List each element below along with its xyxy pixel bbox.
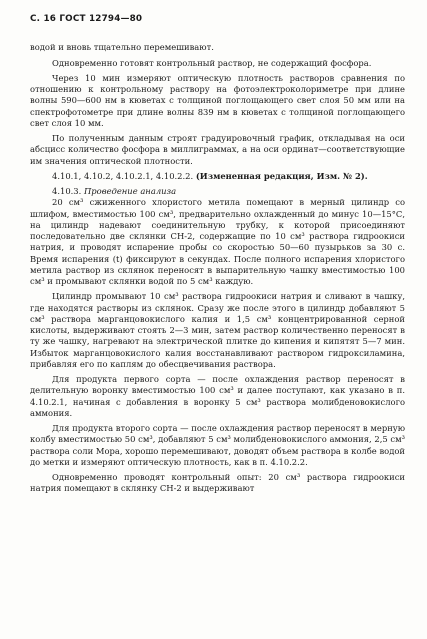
paragraph-3: Через 10 мин измеряют оптическую плотность растворов сравнения по отношению к контрольному раствору на фотоэлектроколориметре при длине волны 590—600 нм в кюветах с толщиной поглощающего свет слоя 50 мм или на спектрофотометре при длине волны 839 нм в кюветах с толщиной поглощающего свет слоя 10 мм.	[30, 72, 405, 128]
paragraph-6: 20 см³ сжиженного хлористого метила помещают в мерный цилиндр со шлифом, вместимостью 100 см³, предварительно охлажденный до минус 10—15°С, на цилиндр надевают соединительную трубку, к которой присоединяют последовательно две склянки СН-2, содержащие по 10 см³ раствора гидроокиси натрия, и проводят испарение пробы со скоростью 50—60 пузырьков за 30 с. Время испарения (t) фиксируют в секундах. После полного испарения хлористого метила раствор из склянок переносят в выпарительную чашку вместимостью 100 см³ и промывают склянки водой по 5 см³ каждую.	[30, 197, 405, 286]
section-references: 4.10.1, 4.10.2, 4.10.2.1, 4.10.2.2.	[52, 170, 194, 181]
paragraph-8: Для продукта первого сорта — после охлаждения раствор переносят в делительную воронку вместимостью 100 см³ и далее поступают, как указано в п. 4.10.2.1, начиная с добавления в воронку 5 см³ раствора молибденовокислого аммония.	[30, 374, 405, 418]
paragraph-9: Для продукта второго сорта — после охлаждения раствор переносят в мерную колбу вместимостью 50 см³, добавляют 5 см³ молибденовокислого аммония, 2,5 см³ раствора соли Мора, хорошо перемешивают, доводят объем раствора в колбе водой до метки и измеряют оптическую плотность, как в п. 4.10.2.2.	[30, 423, 405, 467]
paragraph-10: Одновременно проводят контрольный опыт: 20 см³ раствора гидроокиси натрия помещают в склянку СН-2 и выдерживают	[30, 472, 405, 494]
paragraph-4: По полученным данным строят градуировочный график, откладывая на оси абсцисс количество фосфора в миллиграммах, а на оси ординат—соответствующие им значения оптической плотности.	[30, 133, 405, 166]
section-heading	[30, 186, 405, 197]
amendment-note: (Измененная редакция, Изм. № 2).	[195, 170, 368, 181]
paragraph-5	[30, 171, 405, 182]
section-title: Проведение анализа	[83, 186, 177, 196]
section-number: 4.10.3.	[52, 186, 82, 196]
paragraph-7: Цилиндр промывают 10 см³ раствора гидроокиси натрия и сливают в чашку, где находятся растворы из склянок. Сразу же после этого в цилиндр добавляют 5 см³ раствора марганцовокислого калия и 1,5 см³ концентрированной серной кислоты, выдерживают стоять 2—3 мин, затем раствор количественно переносят в ту же чашку, нагревают на электрической плитке до кипения и кипятят 5—7 мин. Избыток марганцовокислого калия восстанавливают раствором гидроксиламина, прибавляя его по каплям до обесцвечивания раствора.	[30, 291, 405, 369]
page-header: С. 16 ГОСТ 12794—80	[30, 14, 143, 24]
paragraph-2: Одновременно готовят контрольный раствор, не содержащий фосфора.	[52, 57, 372, 68]
paragraph-1: водой и вновь тщательно перемешивают.	[30, 42, 214, 53]
